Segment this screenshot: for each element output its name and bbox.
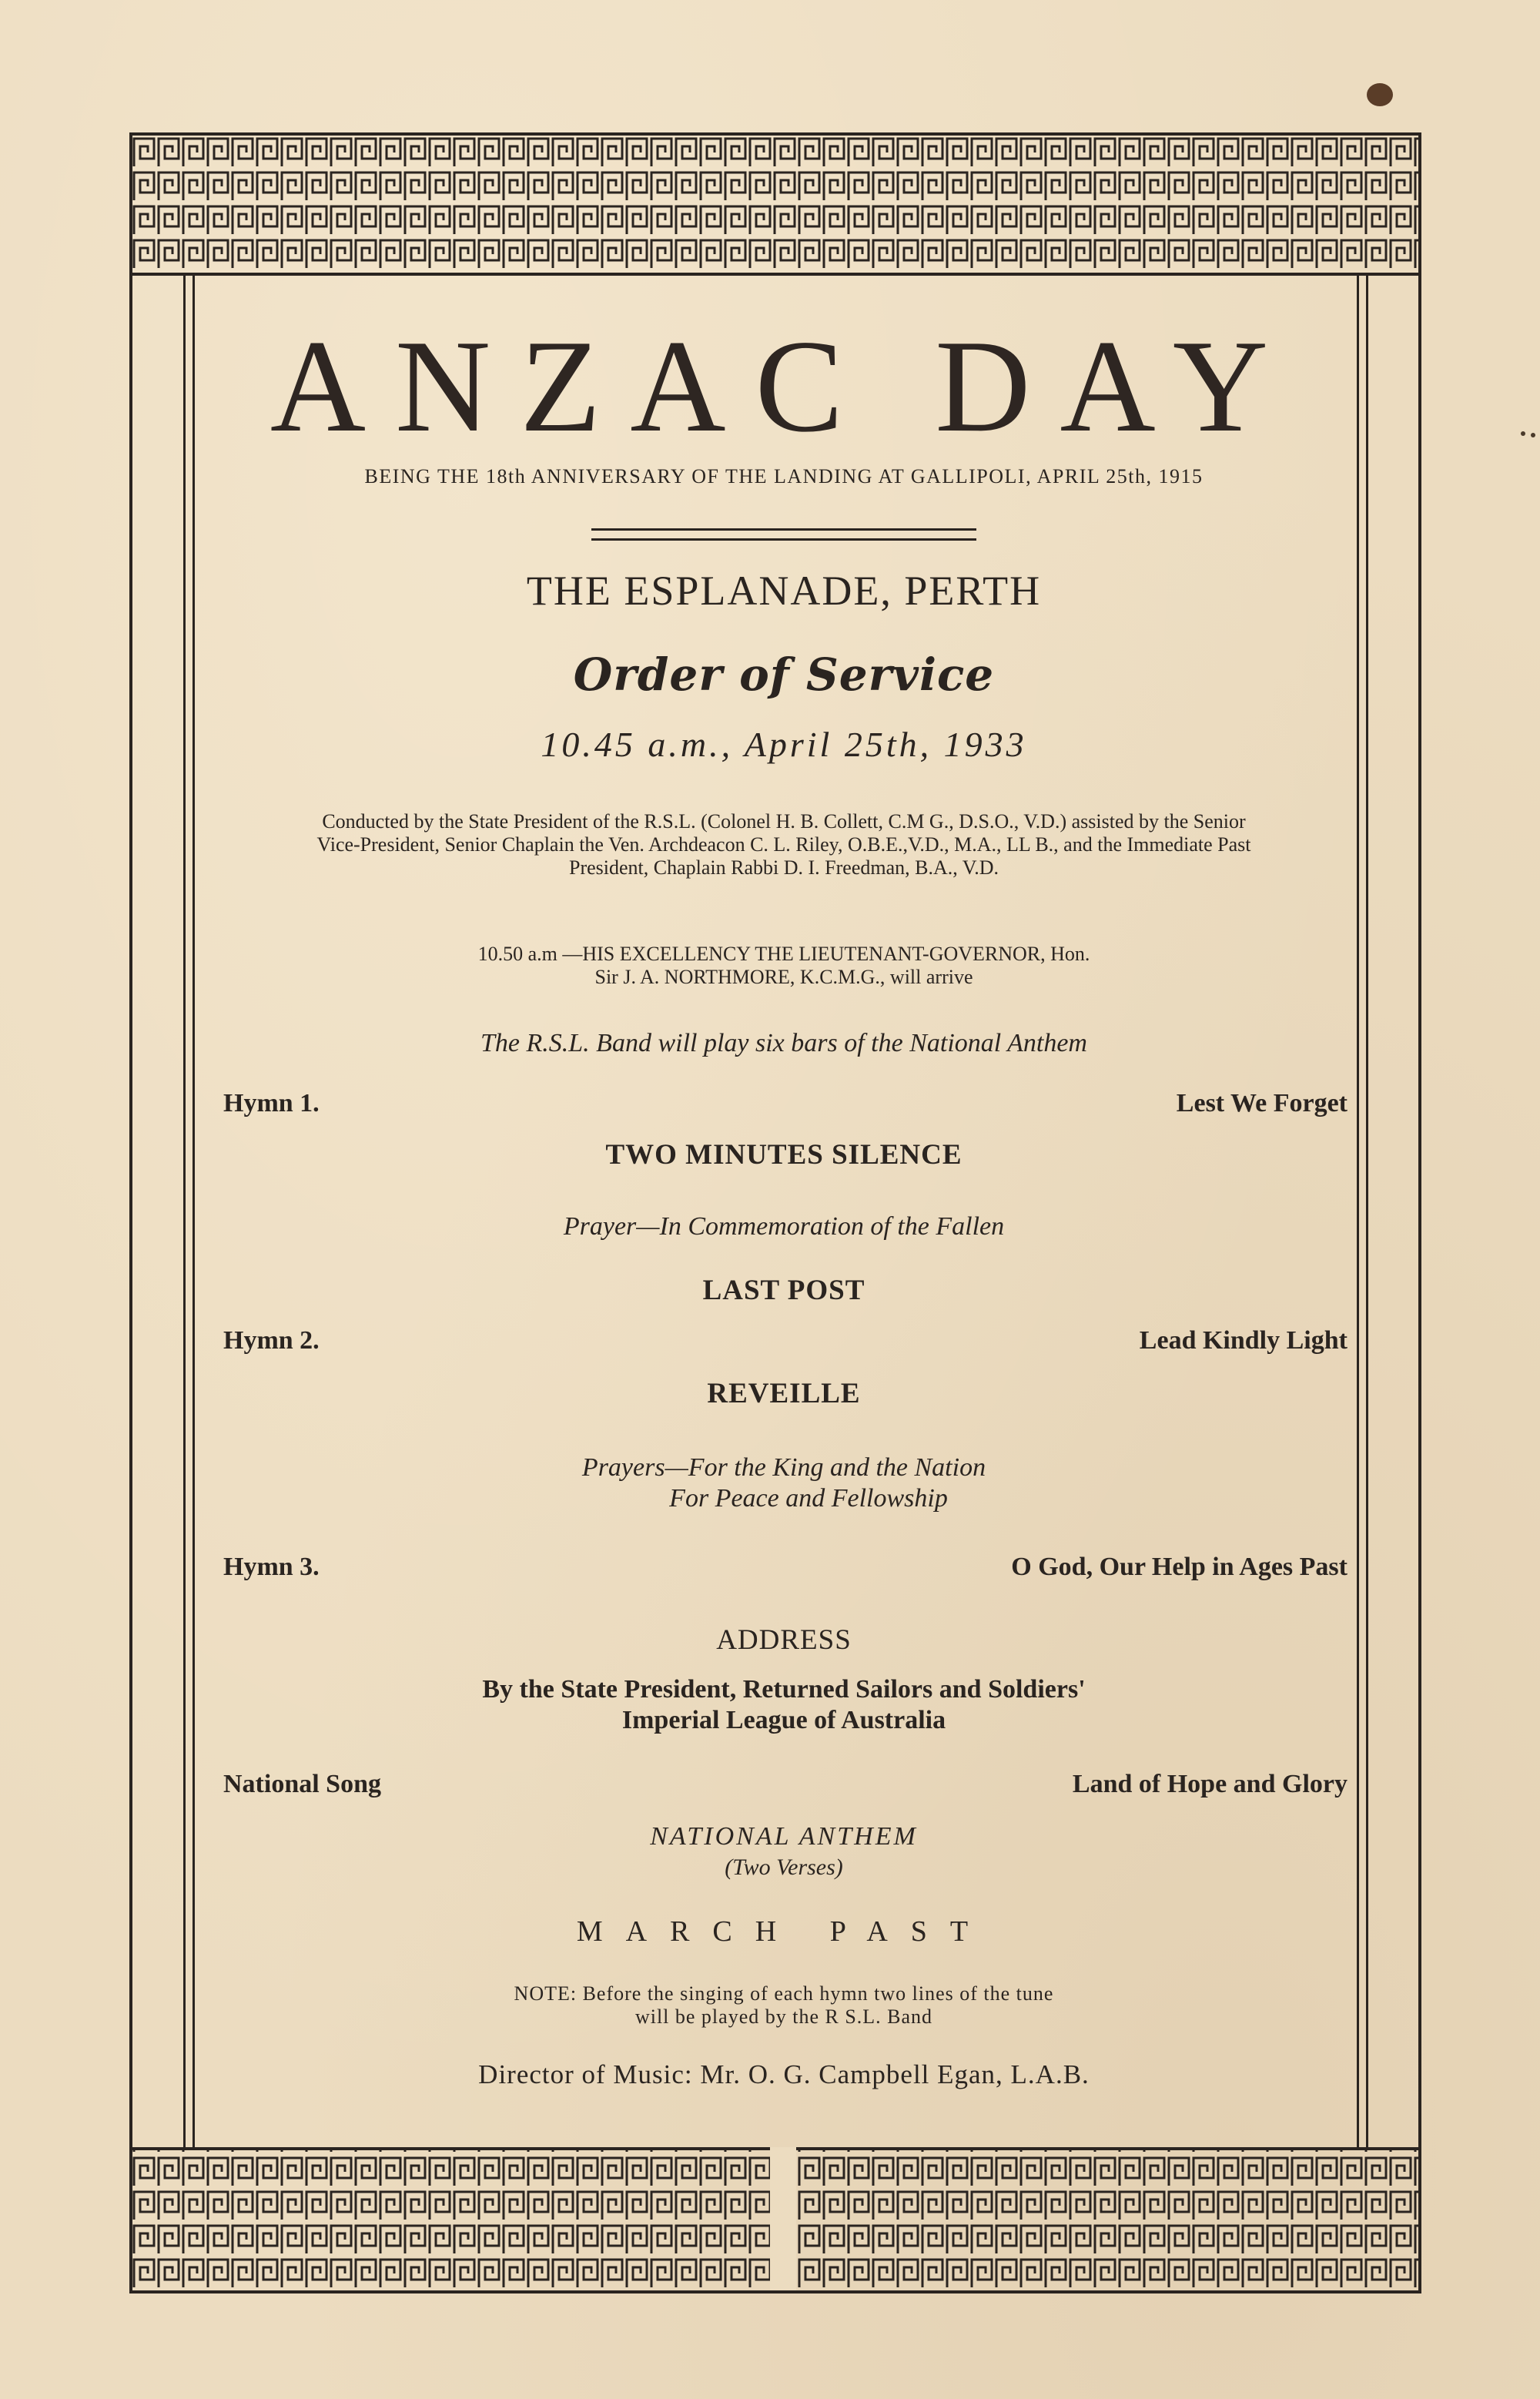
hymn-label: Hymn 1. [223, 1089, 320, 1117]
note-line: NOTE: Before the singing of each hymn two lines of the tune [514, 1982, 1054, 2005]
hymn-title: Lest We Forget [1176, 1089, 1348, 1117]
last-post-heading: LAST POST [702, 1275, 865, 1306]
page-title: ANZAC DAY [270, 313, 1298, 460]
anthem-heading: NATIONAL ANTHEM [650, 1822, 918, 1851]
band-note: The R.S.L. Band will play six bars of the National Anthem [480, 1029, 1087, 1057]
ink-blot [1367, 83, 1393, 106]
inner-rule-right [1366, 274, 1368, 2147]
hymn-row [223, 1326, 1348, 1355]
governor-arrival [216, 943, 1352, 989]
director-of-music: Director of Music: Mr. O. G. Campbell Egan, L.A.B. [478, 2059, 1090, 2089]
address-by [216, 1674, 1352, 1736]
hymn-row [223, 1553, 1348, 1582]
prayers-line: Prayers—For the King and the Nation [581, 1453, 986, 1482]
note-line: will be played by the R S.L. Band [634, 2005, 933, 2028]
march-past-heading: MARCH PAST [576, 1915, 992, 1948]
prayer-fallen: Prayer—In Commemoration of the Fallen [563, 1212, 1005, 1241]
address-line: Imperial League of Australia [621, 1706, 946, 1734]
border-gap [770, 2147, 796, 2290]
prayers-block [216, 1452, 1352, 1514]
hymn-title: Lead Kindly Light [1139, 1326, 1348, 1355]
silence-heading: TWO MINUTES SILENCE [605, 1139, 962, 1171]
speck [1521, 431, 1525, 436]
prayers-line: For Peace and Fellowship [669, 1484, 948, 1513]
double-rule [591, 528, 976, 541]
national-song-row [223, 1770, 1348, 1799]
speck [1531, 433, 1535, 437]
hymn-row [223, 1089, 1348, 1118]
conducted-by-text: Conducted by the State President of the R.S.L. (Colonel H. B. Collett, C.M G., D.S.O., V.D.) assisted by the Senior Vice-President, Senior Chaplain the Ven. Archdeacon C. L. Riley, O.B.E.,V.D., M.A., LL B., and the Immediate Past President, Chaplain Rabbi D. I. Freedman, B.A., V.D. [316, 810, 1251, 879]
hymn-note [216, 1982, 1352, 2029]
inner-rule-left [192, 274, 195, 2147]
address-line: By the State President, Returned Sailors and Soldiers' [482, 1675, 1086, 1704]
reveille-heading: REVEILLE [707, 1378, 861, 1409]
song-label: National Song [223, 1770, 381, 1798]
inner-rule-left [183, 274, 186, 2147]
program-content [216, 274, 1352, 2138]
address-heading: ADDRESS [716, 1624, 852, 1656]
song-title: Land of Hope and Glory [1072, 1770, 1348, 1798]
venue: THE ESPLANADE, PERTH [526, 568, 1042, 614]
hymn-label: Hymn 2. [223, 1326, 320, 1355]
arrival-line: Sir J. A. NORTHMORE, K.C.M.G., will arrive [594, 966, 973, 988]
arrival-line: 10.50 a.m —HIS EXCELLENCY THE LIEUTENANT-GOVERNOR, Hon. [477, 943, 1090, 965]
hymn-label: Hymn 3. [223, 1553, 320, 1581]
anthem-note: (Two Verses) [725, 1855, 843, 1880]
inner-rule-right [1357, 274, 1359, 2147]
service-datetime: 10.45 a.m., April 25th, 1933 [541, 725, 1027, 764]
order-of-service-heading: Order of Service [573, 648, 995, 701]
subtitle: BEING THE 18th ANNIVERSARY OF THE LANDING AT GALLIPOLI, APRIL 25th, 1915 [364, 465, 1204, 488]
hymn-title: O God, Our Help in Ages Past [1011, 1553, 1348, 1581]
